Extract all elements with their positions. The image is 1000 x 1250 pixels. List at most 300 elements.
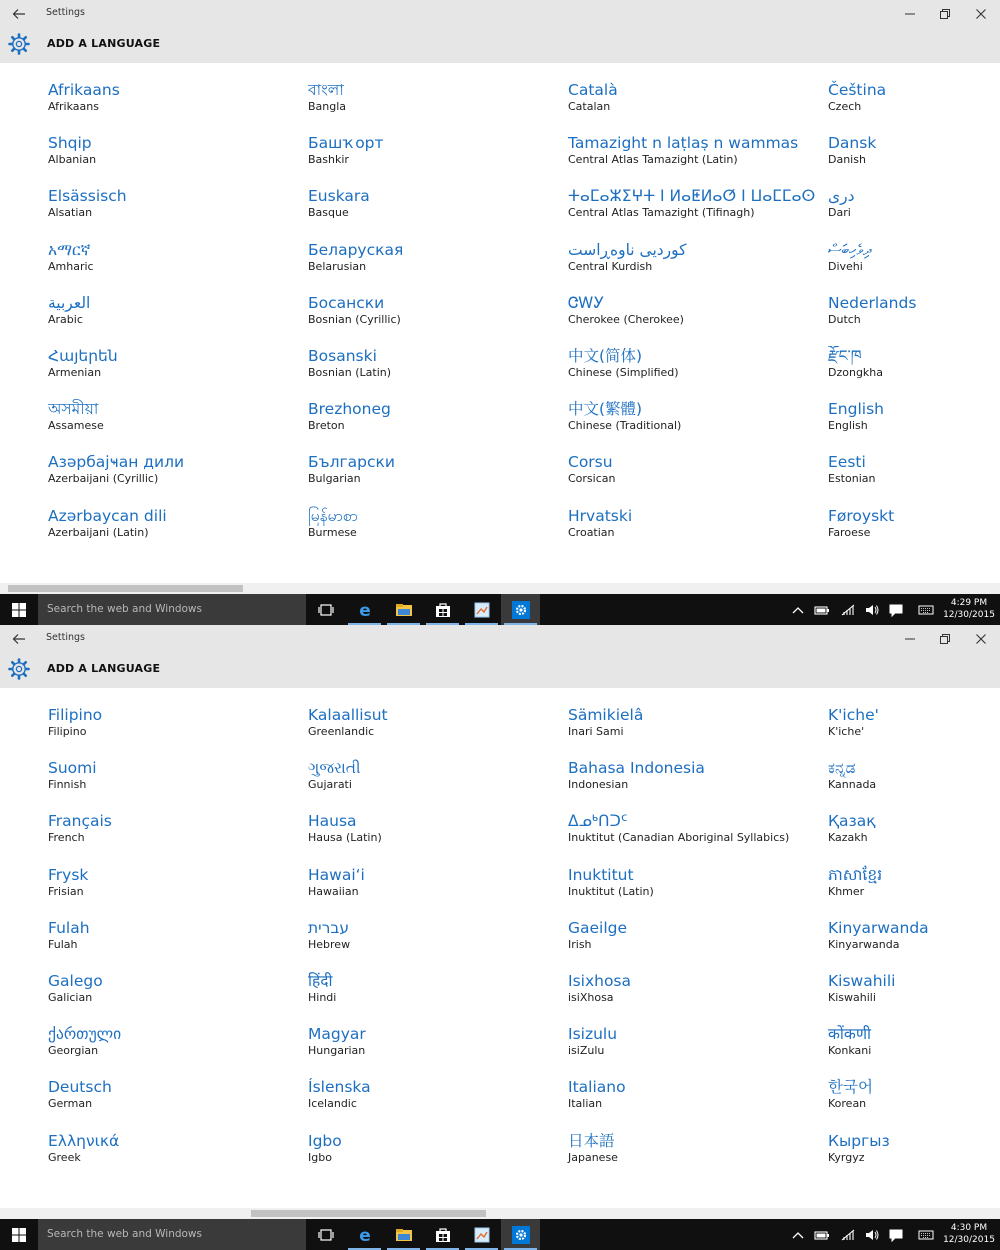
language-item[interactable]: [308, 1024, 563, 1070]
language-english-name: Faroese: [828, 525, 871, 539]
language-native-name: རྫོང་ཁ: [828, 347, 862, 365]
language-native-name: Fulah: [48, 918, 90, 937]
language-item[interactable]: [568, 971, 823, 1017]
language-item[interactable]: [308, 811, 563, 857]
language-item[interactable]: [308, 506, 563, 552]
language-native-name: Magyar: [308, 1025, 366, 1044]
language-english-name: Central Atlas Tamazight (Tifinagh): [568, 206, 755, 220]
network-tray-button[interactable]: [838, 1219, 858, 1250]
language-item[interactable]: [308, 399, 563, 445]
language-native-name: العربية: [48, 293, 91, 312]
settings-icon: [512, 1226, 530, 1244]
gear-icon: [8, 33, 30, 55]
language-native-name: 한국어: [828, 1078, 873, 1097]
language-item[interactable]: [828, 1131, 1000, 1177]
language-native-name: Nederlands: [828, 293, 917, 312]
language-item[interactable]: [568, 758, 823, 804]
language-item[interactable]: [828, 758, 1000, 804]
language-english-name: Corsican: [568, 472, 616, 486]
language-item[interactable]: [308, 865, 563, 911]
language-english-name: Finnish: [48, 778, 87, 792]
language-item[interactable]: [308, 133, 563, 179]
language-english-name: Khmer: [828, 884, 865, 898]
language-english-name: Central Kurdish: [568, 259, 653, 273]
language-english-name: Irish: [568, 937, 592, 951]
volume-tray-button[interactable]: [862, 594, 882, 625]
scrollbar-thumb[interactable]: [251, 1210, 486, 1217]
language-native-name: Азәрбајҹан дили: [48, 453, 185, 472]
paint-icon: [473, 1226, 491, 1244]
keyboard-tray-button[interactable]: [914, 1219, 938, 1250]
start-button[interactable]: [0, 594, 38, 625]
language-item[interactable]: [828, 971, 1000, 1017]
language-english-name: Greek: [48, 1150, 81, 1164]
network-icon: [840, 1228, 856, 1242]
keyboard-icon: [918, 1228, 934, 1242]
language-english-name: Kazakh: [828, 831, 868, 845]
language-native-name: Galego: [48, 972, 103, 990]
clock[interactable]: [940, 597, 998, 621]
language-english-name: Inari Sami: [568, 725, 624, 738]
language-english-name: Arabic: [48, 312, 83, 326]
language-item[interactable]: [568, 399, 823, 445]
language-native-name: دری: [828, 187, 855, 206]
language-native-name: Italiano: [568, 1078, 626, 1097]
close-icon: [976, 634, 986, 644]
language-item[interactable]: [308, 1131, 563, 1177]
battery-icon: [814, 603, 830, 617]
language-native-name: বাংলা: [308, 81, 344, 99]
back-button[interactable]: [6, 0, 32, 27]
language-native-name: Kalaallisut: [308, 706, 388, 724]
language-native-name: कोंकणी: [828, 1025, 872, 1044]
title-bar: [0, 0, 1000, 27]
language-english-name: Albanian: [48, 153, 97, 167]
language-english-name: Konkani: [828, 1044, 872, 1058]
language-item[interactable]: [308, 346, 563, 392]
search-box[interactable]: [38, 1219, 306, 1250]
language-native-name: Қазақ: [828, 812, 876, 831]
file-explorer-icon: [395, 601, 413, 619]
settings-icon: [512, 601, 530, 619]
language-item[interactable]: [828, 80, 1000, 126]
language-item[interactable]: [828, 293, 1000, 339]
language-item[interactable]: [828, 865, 1000, 911]
action-center-icon: [888, 1228, 904, 1242]
language-native-name: Հայերեն: [48, 347, 118, 365]
page-title: ADD A LANGUAGE: [47, 37, 161, 50]
language-native-name: Isizulu: [568, 1025, 618, 1044]
restore-button[interactable]: [927, 625, 963, 652]
edge-taskbar-button[interactable]: [345, 594, 384, 625]
search-placeholder: Search the web and Windows: [47, 1228, 202, 1240]
language-native-name: Elsässisch: [48, 187, 127, 206]
close-button[interactable]: [963, 625, 999, 652]
language-item[interactable]: [48, 133, 303, 179]
language-item[interactable]: [568, 293, 823, 339]
language-english-name: Amharic: [48, 259, 94, 273]
minimize-button[interactable]: [892, 625, 928, 652]
language-native-name: 日本語: [568, 1131, 615, 1150]
language-english-name: Kyrgyz: [828, 1150, 865, 1164]
language-english-name: Filipino: [48, 725, 87, 738]
language-english-name: German: [48, 1097, 93, 1111]
language-native-name: Hausa: [308, 812, 357, 831]
language-item[interactable]: [48, 240, 303, 286]
language-item[interactable]: [48, 452, 303, 498]
language-grid: [0, 63, 1000, 583]
store-icon: [434, 1226, 452, 1244]
language-item[interactable]: [828, 133, 1000, 179]
chevron-up-tray-button[interactable]: [788, 1219, 808, 1250]
language-english-name: Croatian: [568, 525, 615, 539]
clock-date: 12/30/2015: [943, 1235, 995, 1245]
language-english-name: Burmese: [308, 525, 357, 539]
language-item[interactable]: [568, 1131, 823, 1177]
language-item[interactable]: [308, 452, 563, 498]
language-native-name: Inuktitut: [568, 865, 634, 884]
restore-button[interactable]: [927, 0, 963, 27]
language-item[interactable]: [48, 346, 303, 392]
page-title: ADD A LANGUAGE: [47, 662, 161, 675]
language-english-name: Italian: [568, 1097, 603, 1111]
language-item[interactable]: [568, 811, 823, 857]
store-taskbar-button[interactable]: [423, 594, 462, 625]
language-item[interactable]: [308, 758, 563, 804]
language-native-name: ភាសាខ្មែរ: [828, 865, 883, 884]
language-native-name: Kinyarwanda: [828, 918, 929, 937]
clock-time: 4:29 PM: [950, 598, 988, 608]
language-native-name: Deutsch: [48, 1078, 112, 1097]
language-item[interactable]: [48, 399, 303, 445]
action-center-tray-button[interactable]: [886, 594, 906, 625]
language-item[interactable]: [568, 346, 823, 392]
settings-taskbar-button[interactable]: [501, 1219, 540, 1250]
restore-icon: [940, 634, 950, 644]
language-english-name: Fulah: [48, 937, 78, 951]
language-item[interactable]: [568, 133, 823, 179]
language-native-name: ಕನ್ನಡ: [828, 759, 856, 778]
language-english-name: Greenlandic: [308, 725, 375, 738]
language-english-name: Chinese (Traditional): [568, 419, 682, 433]
language-english-name: Gujarati: [308, 778, 352, 792]
minimize-button[interactable]: [892, 0, 928, 27]
language-item[interactable]: [568, 186, 823, 232]
language-native-name: Sämikielâ: [568, 706, 644, 724]
language-english-name: Breton: [308, 419, 345, 433]
language-native-name: Hawaiʻi: [308, 865, 365, 884]
language-english-name: Kannada: [828, 778, 877, 792]
language-native-name: हिंदी: [308, 972, 333, 990]
language-item[interactable]: [48, 918, 303, 964]
language-native-name: Čeština: [828, 81, 887, 99]
language-item[interactable]: [48, 1131, 303, 1177]
gear-icon: [8, 658, 30, 680]
language-item[interactable]: [308, 186, 563, 232]
language-native-name: Brezhoneg: [308, 400, 391, 419]
language-english-name: Bosnian (Cyrillic): [308, 312, 401, 326]
language-english-name: Armenian: [48, 366, 102, 379]
language-item[interactable]: [568, 1024, 823, 1070]
language-item[interactable]: [568, 80, 823, 126]
chevron-up-icon: [790, 603, 806, 617]
language-english-name: Bulgarian: [308, 472, 361, 486]
language-native-name: ქართული: [48, 1025, 122, 1044]
language-native-name: Corsu: [568, 453, 613, 472]
task-view-taskbar-button[interactable]: [306, 594, 345, 625]
file-explorer-taskbar-button[interactable]: [384, 1219, 423, 1250]
language-native-name: Босански: [308, 293, 385, 312]
language-english-name: Estonian: [828, 472, 876, 486]
settings-window-2: [0, 625, 1000, 1250]
svg-text:e: e: [358, 1225, 371, 1244]
edge-icon: [356, 601, 374, 619]
language-english-name: English: [828, 419, 868, 433]
windows-logo-icon: [12, 1228, 26, 1242]
language-item[interactable]: [308, 1077, 563, 1123]
language-item[interactable]: [568, 1077, 823, 1123]
windows-logo-icon: [12, 603, 26, 617]
paint-icon: [473, 601, 491, 619]
language-english-name: Galician: [48, 991, 93, 1004]
language-english-name: Azerbaijani (Latin): [48, 525, 149, 539]
language-english-name: Danish: [828, 153, 866, 167]
language-native-name: ᐃᓄᒃᑎᑐᑦ: [568, 812, 628, 831]
language-native-name: Suomi: [48, 759, 97, 778]
language-native-name: မြန်မာစာ: [308, 506, 358, 525]
language-english-name: Hindi: [308, 991, 337, 1004]
language-english-name: Basque: [308, 206, 349, 220]
search-box[interactable]: [38, 594, 306, 625]
minimize-icon: [905, 9, 915, 19]
language-native-name: Gaeilge: [568, 918, 628, 937]
language-item[interactable]: [48, 758, 303, 804]
language-native-name: Eesti: [828, 453, 866, 472]
language-english-name: Alsatian: [48, 206, 93, 220]
language-native-name: Frysk: [48, 865, 89, 884]
language-item[interactable]: [568, 240, 823, 286]
language-english-name: Bangla: [308, 100, 347, 113]
language-grid: [0, 688, 1000, 1208]
file-explorer-taskbar-button[interactable]: [384, 594, 423, 625]
language-native-name: Filipino: [48, 706, 103, 724]
edge-taskbar-button[interactable]: [345, 1219, 384, 1250]
language-native-name: ᏣᎳᎩ: [568, 293, 605, 312]
language-native-name: עברית: [308, 918, 350, 937]
language-english-name: Dzongkha: [828, 366, 884, 379]
search-placeholder: Search the web and Windows: [47, 603, 202, 615]
language-native-name: Беларуская: [308, 240, 404, 259]
language-item[interactable]: [308, 918, 563, 964]
language-native-name: Kiswahili: [828, 972, 896, 990]
language-item[interactable]: [48, 1024, 303, 1070]
language-english-name: Kinyarwanda: [828, 937, 900, 951]
language-english-name: Hungarian: [308, 1044, 366, 1058]
language-item[interactable]: [48, 80, 303, 126]
language-item[interactable]: [48, 705, 303, 751]
language-item[interactable]: [48, 293, 303, 339]
language-english-name: Chinese (Simplified): [568, 366, 679, 379]
network-tray-button[interactable]: [838, 594, 858, 625]
language-item[interactable]: [568, 705, 823, 751]
chevron-up-tray-button[interactable]: [788, 594, 808, 625]
language-native-name: Føroyskt: [828, 506, 895, 525]
minimize-icon: [905, 634, 915, 644]
language-native-name: ދިވެހިބަސް: [828, 240, 872, 259]
language-native-name: Кыргыз: [828, 1131, 890, 1150]
language-english-name: Cherokee (Cherokee): [568, 312, 684, 326]
language-native-name: ⵜⴰⵎⴰⵣⵉⵖⵜ ⵏ ⵍⴰⵟⵍⴰⵚ ⵏ ⵡⴰⵎⵎⴰⵙ: [568, 187, 816, 206]
language-english-name: Indonesian: [568, 778, 629, 792]
volume-icon: [864, 603, 880, 617]
language-native-name: Hrvatski: [568, 506, 633, 525]
language-item[interactable]: [828, 240, 1000, 286]
language-native-name: کوردیی ناوەڕاست: [568, 240, 687, 259]
language-item[interactable]: [828, 1024, 1000, 1070]
language-item[interactable]: [828, 506, 1000, 552]
language-english-name: Catalan: [568, 100, 611, 113]
language-item[interactable]: [568, 506, 823, 552]
language-item[interactable]: [828, 1077, 1000, 1123]
language-native-name: አማርኛ: [48, 240, 91, 259]
language-native-name: Tamazight n laṭlaṣ n wammas: [568, 134, 799, 153]
language-native-name: ગુજરાતી: [308, 759, 361, 778]
settings-gear-icon: [8, 658, 30, 680]
clock-time: 4:30 PM: [950, 1223, 988, 1233]
scrollbar-thumb[interactable]: [8, 585, 243, 592]
language-english-name: Divehi: [828, 259, 863, 273]
language-item[interactable]: [308, 240, 563, 286]
language-native-name: Dansk: [828, 134, 877, 153]
language-english-name: Dari: [828, 206, 851, 220]
back-arrow-icon: [12, 632, 26, 646]
language-english-name: Afrikaans: [48, 100, 99, 113]
task-view-icon: [317, 1226, 335, 1244]
language-native-name: Bahasa Indonesia: [568, 759, 705, 778]
language-item[interactable]: [48, 865, 303, 911]
paint-taskbar-button[interactable]: [462, 1219, 501, 1250]
battery-tray-button[interactable]: [812, 594, 832, 625]
language-english-name: isiXhosa: [568, 991, 614, 1004]
language-english-name: Hawaiian: [308, 884, 359, 898]
language-native-name: Български: [308, 453, 395, 472]
language-native-name: Shqip: [48, 134, 92, 153]
language-item[interactable]: [308, 971, 563, 1017]
page-header: [0, 27, 1000, 63]
window-title: Settings: [46, 632, 85, 643]
language-item[interactable]: [828, 452, 1000, 498]
language-english-name: Czech: [828, 100, 862, 113]
window-title: Settings: [46, 7, 85, 18]
network-icon: [840, 603, 856, 617]
language-native-name: Français: [48, 812, 112, 831]
language-native-name: Ελληνικά: [48, 1131, 120, 1150]
language-english-name: Central Atlas Tamazight (Latin): [568, 153, 738, 167]
language-item[interactable]: [568, 452, 823, 498]
language-english-name: Inuktitut (Canadian Aboriginal Syllabics): [568, 831, 790, 845]
language-item[interactable]: [48, 1077, 303, 1123]
language-native-name: English: [828, 400, 884, 419]
language-item[interactable]: [828, 705, 1000, 751]
language-native-name: 中文(简体): [568, 347, 643, 365]
language-english-name: Bashkir: [308, 153, 349, 167]
clock[interactable]: [940, 1222, 998, 1246]
language-native-name: 中文(繁體): [568, 400, 643, 419]
horizontal-scrollbar[interactable]: [0, 1208, 1000, 1219]
language-english-name: Korean: [828, 1097, 867, 1111]
language-item[interactable]: [828, 346, 1000, 392]
back-button[interactable]: [6, 625, 32, 652]
language-english-name: K'iche': [828, 725, 865, 738]
language-english-name: Hebrew: [308, 937, 351, 951]
language-item[interactable]: [828, 186, 1000, 232]
language-item[interactable]: [308, 293, 563, 339]
language-item[interactable]: [48, 971, 303, 1017]
keyboard-icon: [918, 603, 934, 617]
close-button[interactable]: [963, 0, 999, 27]
volume-tray-button[interactable]: [862, 1219, 882, 1250]
language-item[interactable]: [48, 506, 303, 552]
language-english-name: French: [48, 831, 85, 845]
language-english-name: Igbo: [308, 1150, 332, 1164]
language-english-name: Hausa (Latin): [308, 831, 382, 845]
start-button[interactable]: [0, 1219, 38, 1250]
language-english-name: Azerbaijani (Cyrillic): [48, 472, 159, 486]
task-view-taskbar-button[interactable]: [306, 1219, 345, 1250]
language-english-name: Japanese: [568, 1150, 618, 1164]
language-english-name: Bosnian (Latin): [308, 366, 392, 379]
language-english-name: Belarusian: [308, 259, 367, 273]
language-item[interactable]: [828, 918, 1000, 964]
title-bar: [0, 625, 1000, 652]
taskbar: [0, 594, 1000, 625]
store-icon: [434, 601, 452, 619]
language-native-name: Íslenska: [308, 1078, 371, 1097]
language-native-name: Azərbaycan dili: [48, 506, 167, 525]
action-center-tray-button[interactable]: [886, 1219, 906, 1250]
language-native-name: Bosanski: [308, 347, 377, 365]
language-item[interactable]: [828, 811, 1000, 857]
language-item[interactable]: [48, 811, 303, 857]
close-icon: [976, 9, 986, 19]
settings-taskbar-button[interactable]: [501, 594, 540, 625]
language-english-name: Frisian: [48, 884, 84, 898]
store-taskbar-button[interactable]: [423, 1219, 462, 1250]
language-item[interactable]: [828, 399, 1000, 445]
language-english-name: isiZulu: [568, 1044, 605, 1058]
page-header: [0, 652, 1000, 688]
language-english-name: Dutch: [828, 312, 861, 326]
language-item[interactable]: [568, 918, 823, 964]
language-english-name: Kiswahili: [828, 991, 876, 1004]
language-item[interactable]: [308, 80, 563, 126]
keyboard-tray-button[interactable]: [914, 594, 938, 625]
action-center-icon: [888, 603, 904, 617]
horizontal-scrollbar[interactable]: [0, 583, 1000, 594]
battery-icon: [814, 1228, 830, 1242]
paint-taskbar-button[interactable]: [462, 594, 501, 625]
settings-gear-icon: [8, 33, 30, 55]
language-item[interactable]: [48, 186, 303, 232]
back-arrow-icon: [12, 7, 26, 21]
battery-tray-button[interactable]: [812, 1219, 832, 1250]
language-english-name: Inuktitut (Latin): [568, 884, 654, 898]
clock-date: 12/30/2015: [943, 610, 995, 620]
language-native-name: অসমীয়া: [48, 400, 99, 419]
language-native-name: Català: [568, 81, 618, 99]
language-item[interactable]: [568, 865, 823, 911]
language-item[interactable]: [308, 705, 563, 751]
